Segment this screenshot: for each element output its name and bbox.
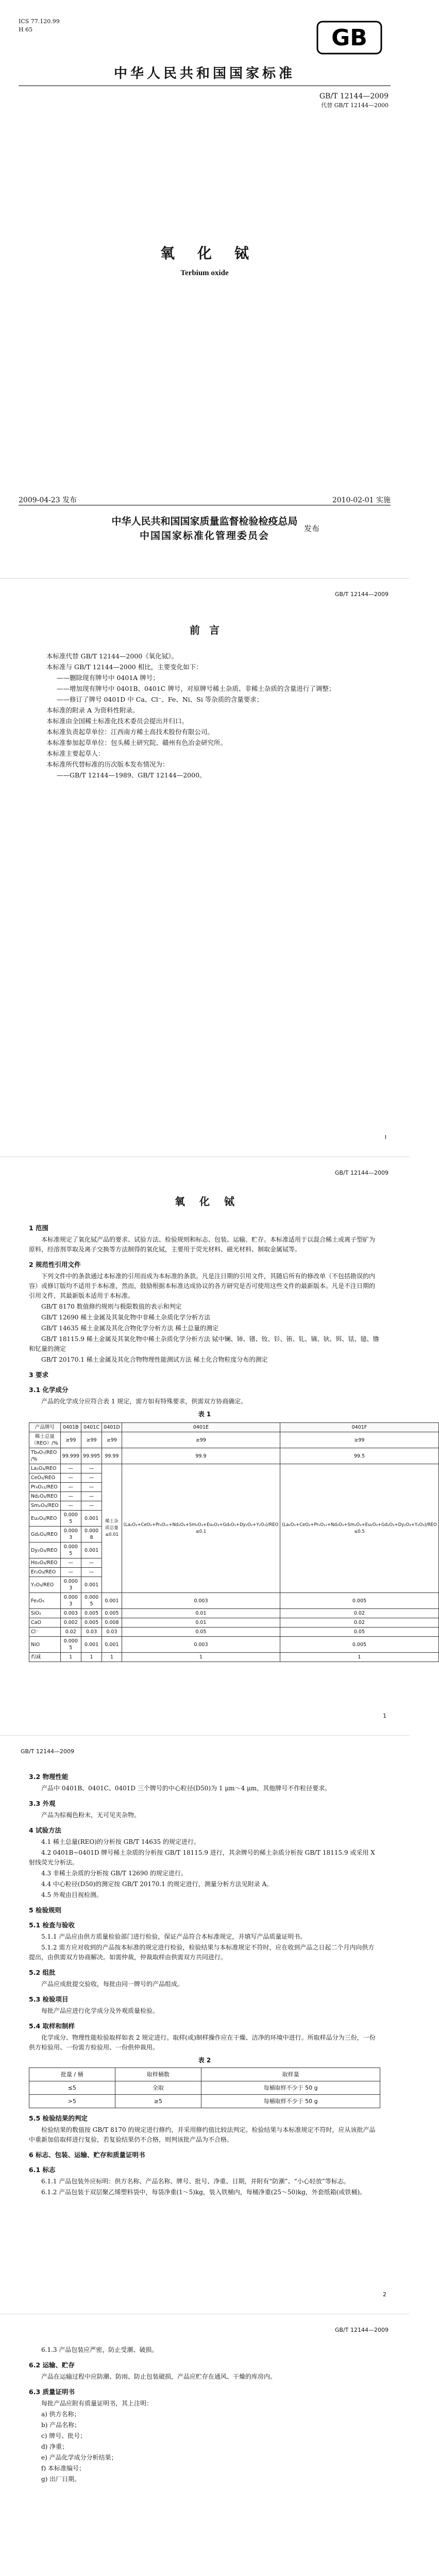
table-row (29, 2081, 380, 2095)
table-cell: — (81, 1558, 102, 1568)
table-cell: 0.000 5 (60, 1543, 81, 1558)
table-cell: ≥99 (102, 1432, 122, 1448)
paragraph: 5.1.2 需方应对收到的产品按本标准的规定进行检验，检验结果与本标准规定不符时，应在收到产品之日起二个月内向供方提出，由供需双方协商解决。如需仲裁，仲裁取样由供需双方共同进行。 (29, 1944, 375, 1961)
standard-name: 中华人民共和国国家标准 (113, 66, 295, 81)
paragraph: 产品在运输过程中应防潮、防雨、防止包装破损，产品应贮存在通风、干燥的库房内。 (41, 2373, 277, 2380)
subsection-heading: 5.2 组批 (29, 1969, 56, 1976)
table-header-grade: 0401E (122, 1423, 280, 1432)
subsection-heading: 5.3 检验项目 (29, 1995, 69, 2003)
paragraph: 4.5 外观由目视检测。 (41, 1891, 103, 1899)
table-header-grade: 0401C (81, 1423, 102, 1432)
page-number: 2 (383, 2291, 386, 2298)
table-cell: 0.000 3 (60, 1593, 81, 1609)
paragraph: 本标准参加起草单位：包头稀土研究院、赣州有色冶金研究所。 (46, 739, 227, 747)
table-cell: 99.99 (102, 1448, 122, 1464)
table-row-label: Er₂O₃/REO (29, 1568, 61, 1577)
paragraph: 4.4 中心粒径(D50)的测定按 GB/T 20170.1 的规定进行，测量分析方法见附录 A。 (41, 1880, 273, 1888)
table-cell: 0.05 (122, 1628, 280, 1637)
subsection-heading: 6.2 运输、贮存 (29, 2361, 75, 2369)
table-header-grade: 0401B (60, 1423, 81, 1432)
paragraph: 化学成分、物理性能检验取样如表 2 规定进行。取样(或)制样操作应在干燥、洁净的环境中进行。所取样品分为三份，一份供方检验用、一份需方检验用、一份供仲裁用。 (29, 2034, 376, 2051)
table-row-label: CaO (29, 1618, 61, 1628)
reference-item: GB/T 14635 稀土金属及其化合物化学分析方法 稀土总量的测定 (41, 1325, 219, 1332)
table-cell: 0.02 (280, 1609, 439, 1618)
issuer-sac: 中国国家标准化管理委员会 (139, 530, 269, 541)
table-row-label: Eu₂O₃/REO (29, 1511, 61, 1527)
body-page-3 (0, 2314, 409, 2576)
document-title: 氧化铽 (175, 1195, 249, 1208)
table-cell: — (81, 1492, 102, 1501)
table-row-label: SiO₂ (29, 1609, 61, 1618)
paragraph: 本标准代替 GB/T 12144—2000《氧化铽》。 (46, 652, 178, 660)
table-cell: 0.000 8 (81, 1527, 102, 1543)
table-caption: 表 2 (198, 2057, 211, 2064)
table-cell: 1 (81, 1653, 102, 1662)
table-cell: 0.05 (280, 1628, 439, 1637)
ccs-code: H 65 (19, 26, 33, 33)
table-cell: 0.001 (81, 1543, 102, 1558)
paragraph: 产品应成批提交验收，每批由同一牌号的产品组成。 (41, 1980, 184, 1988)
table-header-row (29, 1423, 439, 1432)
table-cell: 99.9 (122, 1448, 280, 1464)
list-item: g) 出厂日期。 (41, 2476, 81, 2483)
table-cell: 99.999 (60, 1448, 81, 1464)
issuer-aqsiq: 中华人民共和国国家质量监督检验检疫总局 (111, 516, 298, 527)
list-item: ——删除现有牌号中 0401A 牌号； (57, 674, 159, 682)
implementation-date: 2010-02-01 实施 (332, 496, 391, 504)
sampling-table (29, 2067, 380, 2108)
table-cell: — (81, 1464, 102, 1473)
table-cell: 0.003 (122, 1637, 280, 1653)
table-cell: 0.005 (280, 1593, 439, 1609)
merged-impurity-cell: (La₂O₃+CeO₂+Pr₆O₁₁+Nd₂O₃+Sm₂O₃+Eu₂O₃+Gd₂O₃+Dy₂O₃+Y₂O₃)/REO ≤0.5 (280, 1464, 439, 1593)
body-page-1 (0, 1157, 437, 1736)
paragraph: 下列文件中的条款通过本标准的引用而成为本标准的条款。凡是注日期的引用文件，其随后所有的修改单（不包括勘误的内容）或修订版均不适用于本标准，然而，鼓励根据本标准达成协议的各方研究是否可使用这些文件的最新版本。凡是不注日期的引用文件，其最新版本适用于本标准。 (29, 1273, 376, 1299)
table-cell: 每桶取样不少于 50 g (201, 2081, 380, 2095)
classification-codes (19, 18, 60, 34)
table-cell: 0.000 3 (60, 1577, 81, 1593)
list-item: ——修订了牌号 0401D 中 Ca、Cl⁻、Fe、Ni、Si 等杂质的含量要求； (57, 696, 263, 703)
table-cell: ≤5 (29, 2081, 115, 2095)
table-header-grade: 0401D (102, 1423, 122, 1432)
body-content-3 (29, 2345, 380, 2485)
paragraph: 检验结果的数值按 GB/T 8170 的规定进行修约，并采用修约值比较法判定。检验结果与本标准规定不符时，应从该批产品中重新加倍取样进行复验，若复验结果仍不合格，则判该批产品为不合格。 (29, 2126, 376, 2143)
table-cell: 0.000 5 (60, 1637, 81, 1653)
paragraph: 5.1.1 产品应由供方质量检验部门进行检验，保证产品符合本标准规定，并填写产品质量证明书。 (41, 1933, 307, 1940)
table-cell: — (60, 1483, 81, 1492)
merged-impurity-cell: 稀土杂质总量 ≤0.01 (102, 1464, 122, 1593)
section-heading: 2 规范性引用文件 (29, 1261, 81, 1268)
table-cell: 0.001 (81, 1637, 102, 1653)
table-row-label: Y₂O₃/REO (29, 1577, 61, 1593)
reference-item: GB/T 8170 数值修约规则与极限数值的表示和判定 (41, 1303, 182, 1310)
table-cell: 0.001 (102, 1593, 122, 1609)
running-header: GB/T 12144—2009 (21, 1748, 74, 1755)
table-cell: — (81, 1473, 102, 1483)
table-row-label: Pr₆O₁₁/REO (29, 1483, 61, 1492)
running-header: GB/T 12144—2009 (335, 1170, 389, 1176)
body-page-2 (0, 1736, 409, 2314)
table-cell: ≥5 (115, 2095, 201, 2108)
paragraph: 4.3 非稀土杂质的分析按 GB/T 12690 的规定进行。 (41, 1870, 187, 1877)
paragraph: 本标准由全国稀土标准化技术委员会提出并归口。 (46, 717, 189, 725)
table-row-label: Cl⁻ (29, 1628, 61, 1637)
standard-code: GB/T 12144—2009 (319, 92, 389, 100)
table-cell: 0.001 (102, 1637, 122, 1653)
section-heading: 1 范围 (29, 1224, 49, 1232)
running-header: GB/T 12144—2009 (335, 2327, 389, 2333)
table-cell: 0.005 (280, 1637, 439, 1653)
table-row-label: Fe₂O₃ (29, 1593, 61, 1609)
subsection-heading: 5.5 检验结果的判定 (29, 2114, 88, 2122)
subsection-heading: 3.1 化学成分 (29, 1386, 69, 1394)
table-cell: 0.01 (122, 1618, 280, 1628)
table-cell: 1 (60, 1653, 81, 1662)
section-heading: 6 标志、包装、运输、贮存和质量证明书 (29, 2151, 145, 2159)
table-row-label: Ho₂O₃/REO (29, 1558, 61, 1568)
table-header-item: 产品牌号 (29, 1423, 61, 1432)
paragraph: 6.1.2 产品包装于双层聚乙烯塑料袋中，每袋净重(1～5)kg，装入铁桶内，每桶净重(25～50)kg，外套纸箱(或铁桶)。 (41, 2189, 366, 2196)
table-cell: 0.003 (60, 1609, 81, 1618)
date-line (19, 495, 391, 505)
table-cell: 0.008 (102, 1618, 122, 1628)
table-cell: — (81, 1501, 102, 1511)
table-cell: 1 (122, 1653, 280, 1662)
subsection-heading: 6.1 标志 (29, 2166, 56, 2174)
table-row (29, 1448, 439, 1464)
table-cell: 0.02 (280, 1618, 439, 1628)
table-cell: 0.003 (122, 1593, 280, 1609)
running-header: GB/T 12144—2009 (335, 591, 389, 598)
table-cell: 0.002 (60, 1618, 81, 1628)
foreword-page (0, 579, 409, 1157)
table-row (29, 1609, 439, 1618)
table-row-label: Gd₂O₃/REO (29, 1527, 61, 1543)
table-row-label: CeO₂/REO (29, 1473, 61, 1483)
table-cell: — (81, 1483, 102, 1492)
table-row-label: Tb₄O₇/REO /% (29, 1448, 61, 1464)
table-cell: ≥99 (122, 1432, 280, 1448)
table-cell: 1 (102, 1653, 122, 1662)
table-cell: ≥99 (81, 1432, 102, 1448)
body-content-1 (29, 1218, 437, 1662)
standard-code-block (319, 92, 389, 110)
table-row-label: NiO (29, 1637, 61, 1653)
paragraph: 本标准规定了氧化铽产品的要求、试验方法、检验规则和标志、包装、运输、贮存。本标准适用于以混合稀土或离子型矿为原料，经溶剂萃取及离子交换等方法制得的氧化铽，主要用于荧光材料、磁光材料、制取金属铽等。 (29, 1236, 376, 1253)
table-cell: 0.001 (81, 1577, 102, 1593)
paragraph: 本标准负责起草单位：江西南方稀土高技术股份有限公司。 (46, 728, 214, 736)
table-cell: — (60, 1464, 81, 1473)
list-item: d) 净重； (41, 2443, 69, 2450)
table-row-label: Sm₂O₃/REO (29, 1501, 61, 1511)
table-cell: ≥99 (60, 1432, 81, 1448)
table-row (29, 1653, 439, 1662)
gb-logo-icon (316, 21, 382, 55)
table-header: 取样桶数 (115, 2068, 201, 2081)
foreword-title: 前言 (190, 624, 229, 636)
table-cell: 99.995 (81, 1448, 102, 1464)
table-cell: 0.000 5 (81, 1593, 102, 1609)
table-cell: 1 (280, 1653, 439, 1662)
table-row-label: 灼减 (29, 1653, 61, 1662)
subsection-heading: 5.1 检查与验收 (29, 1921, 75, 1929)
table-cell: 0.005 (102, 1609, 122, 1618)
paragraph: 本标准主要起草人： (46, 750, 105, 757)
table-cell: 0.001 (81, 1511, 102, 1527)
list-item: ——GB/T 12144—1989、GB/T 12144—2000。 (57, 771, 206, 779)
table-cell: ≥99 (280, 1432, 439, 1448)
table-row-label: Dy₂O₃/REO (29, 1543, 61, 1558)
table-cell: 0.03 (81, 1628, 102, 1637)
table-cell: >5 (29, 2095, 115, 2108)
table-header-row (29, 2068, 380, 2081)
table-cell: — (60, 1473, 81, 1483)
paragraph: 每批产品应进行化学成分及外观质量检验。 (41, 2007, 159, 2014)
table-cell: — (60, 1568, 81, 1577)
subsection-heading: 6.3 质量证明书 (29, 2388, 75, 2396)
list-item: a) 供方名称； (41, 2411, 80, 2418)
table-row (29, 1628, 439, 1637)
table-row (29, 1618, 439, 1628)
table-row (29, 1593, 439, 1609)
merged-impurity-cell: (La₂O₃+CeO₂+Pr₆O₁₁+Nd₂O₃+Sm₂O₃+Eu₂O₃+Gd₂O₃+Dy₂O₃+Y₂O₃)/REO ≤0.1 (122, 1464, 280, 1593)
table-row (29, 2095, 380, 2108)
gb-logo-text: GB (331, 25, 367, 51)
issuer-block (0, 514, 409, 543)
list-item: b) 产品名称； (41, 2421, 81, 2429)
paragraph: 本标准与 GB/T 12144—2000 相比，主要变化如下： (46, 663, 202, 671)
table-row-label: Nd₂O₃/REO (29, 1492, 61, 1501)
reference-item: GB/T 18115.9 稀土金属及其氧化物中稀土杂质化学分析方法 铽中镧、铈、镨、钕、钐、铕、钆、镝、钬、铒、铥、镱、镥和钇量的测定 (29, 1335, 379, 1352)
table-cell: 每桶取样不少于 50 g (201, 2095, 380, 2108)
table-row-label: 稀土总量（REO）/% (29, 1432, 61, 1448)
table-cell: 0.000 3 (60, 1527, 81, 1543)
table-row (29, 1464, 439, 1473)
table-cell: — (81, 1568, 102, 1577)
table-cell: — (60, 1501, 81, 1511)
paragraph: 4.1 稀土总量(REO)的分析按 GB/T 14635 的规定进行。 (41, 1838, 200, 1845)
paragraph: 本标准的附录 A 为资料性附录。 (46, 706, 139, 714)
ics-code: ICS 77.120.99 (19, 18, 60, 25)
table-row (29, 1432, 439, 1448)
table-cell: 全取 (115, 2081, 201, 2095)
table-cell: 0.02 (60, 1628, 81, 1637)
list-item: e) 产品化学成分分析结果； (41, 2454, 117, 2461)
foreword-body (33, 651, 376, 781)
replaces-code: 代替 GB/T 12144—2000 (321, 102, 389, 109)
table-cell: 0.005 (81, 1609, 102, 1618)
subsection-heading: 3.3 外观 (29, 1800, 56, 1807)
paragraph: 4.2 0401B~0401D 牌号稀土杂质的分析按 GB/T 18115.9 进行，其余牌号的稀土杂质分析按 GB/T 18115.9 或采用 X 射线荧光分析法。 (29, 1849, 375, 1866)
paragraph: 6.1.3 产品包装应严密，防止受潮、破损。 (41, 2346, 158, 2353)
subsection-heading: 5.4 取样和制样 (29, 2022, 75, 2030)
section-heading: 5 检验规则 (29, 1906, 62, 1914)
list-item: ——增加现有牌号中 0401B、0401C 牌号，对原牌号稀土杂质、非稀土杂质的含量进行了调整； (57, 685, 335, 692)
section-heading: 4 试验方法 (29, 1826, 62, 1834)
table-cell: 99.5 (280, 1448, 439, 1464)
title-english: Terbium oxide (180, 269, 229, 277)
table-cell: 0.01 (122, 1609, 280, 1618)
list-item: c) 牌号、批号； (41, 2432, 87, 2439)
table-row-label: La₂O₃/REO (29, 1464, 61, 1473)
table-caption: 表 1 (198, 1411, 211, 1418)
subsection-heading: 3.2 物理性能 (29, 1773, 69, 1781)
table-cell: 0.03 (102, 1628, 122, 1637)
list-item: f) 本标准编号； (41, 2465, 85, 2472)
cover-page (0, 0, 409, 579)
table-header: 批量 / 桶 (29, 2068, 115, 2081)
table-cell: — (60, 1558, 81, 1568)
paragraph: 6.1.1 产品包装外应标明：供方名称、产品名称、牌号、批号、净重、日期，并附有“防潮”、“小心轻放”等标志。 (41, 2178, 350, 2185)
section-heading: 3 要求 (29, 1371, 49, 1379)
paragraph: 产品的化学成分应符合表 1 规定，需方如有特殊要求，供需双方协商确定。 (41, 1398, 247, 1405)
body-content-2 (29, 1767, 380, 2198)
page-number: I (384, 1134, 386, 1141)
table-cell: — (60, 1492, 81, 1501)
table-row (29, 1637, 439, 1653)
paragraph: 每批产品应附有质量证明书，其上注明： (41, 2400, 153, 2407)
title-chinese: 氧化铽 (160, 245, 272, 262)
page-number: 1 (383, 1713, 386, 1719)
paragraph: 产品中 0401B、0401C、0401D 三个牌号的中心粒径(D50)为 1 μm～4 μm，其他牌号不作粒径要求。 (41, 1785, 331, 1792)
issue-date: 2009-04-23 发布 (19, 496, 77, 504)
paragraph: 产品为棕褐色粉末，无可见夹杂物。 (41, 1811, 141, 1819)
table-cell: 0.005 (81, 1618, 102, 1628)
table-header-grade: 0401F (280, 1423, 439, 1432)
publish-label: 发布 (304, 524, 320, 533)
paragraph: 本标准所代替标准的历次版本发布情况为： (46, 760, 169, 768)
chemical-composition-table (29, 1422, 439, 1662)
reference-item: GB/T 12690 稀土金属及其氧化物中非稀土杂质化学分析方法 (41, 1314, 211, 1321)
table-cell: 0.000 5 (60, 1511, 81, 1527)
reference-item: GB/T 20170.1 稀土金属及其化合物物理性能测试方法 稀土化合物粒度分布的测定 (41, 1356, 268, 1363)
table-header: 取样量 (201, 2068, 380, 2081)
